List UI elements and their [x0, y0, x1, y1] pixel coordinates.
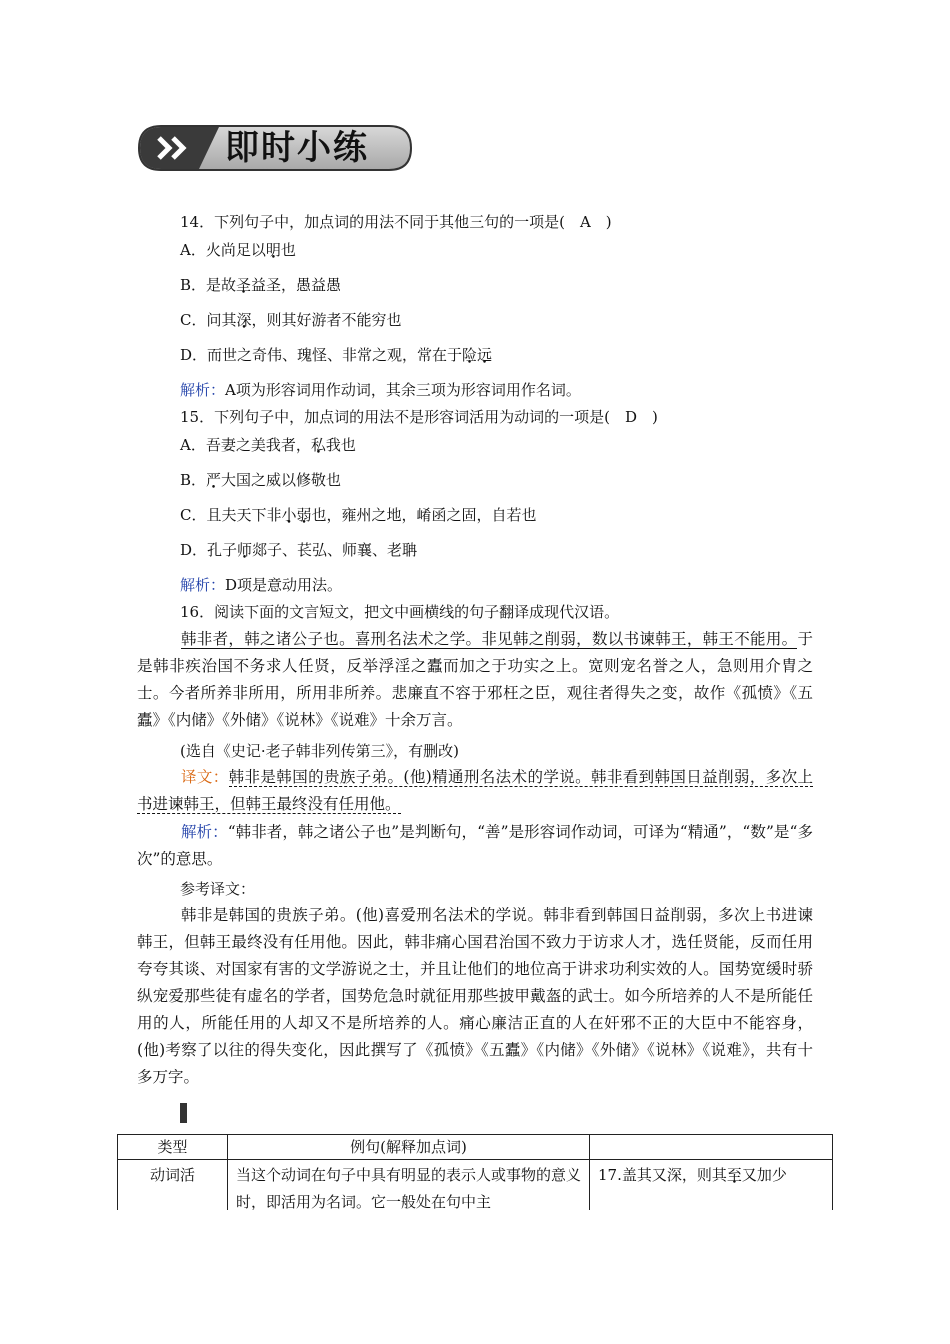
q14-option-d: D．而世之奇伟、瑰怪、非常之观，常在于险远: [180, 346, 493, 364]
q15-option-b: B．严大国之威以修敬也: [180, 471, 342, 489]
table-row: [118, 1160, 833, 1211]
table-cell-desc: 当这个动词在句子中具有明显的表示人或事物的意义时，即活用为名词。它一般处在句中主: [228, 1160, 590, 1211]
q16-passage: 韩非者，韩之诸公子也。喜刑名法术之学。非见韩之削弱，数以书谏韩王，韩王不能用。于是韩非疾治国不务求人任贤，反举浮淫之蠹而加之于功实之上。宽则宠名誉之人，急则用介胄之士。今者所养非所用，所用非所养。悲廉直不容于邪枉之臣，观往者得失之变，故作《孤愤》《五蠹》《内储》《外储》《说林》《说难》十余万言。: [137, 630, 813, 729]
table-cell-type: 动词活: [118, 1160, 228, 1211]
table-cell-example: 17.盖其又深，则其至又加少: [590, 1160, 833, 1211]
q16-ref-label: 参考译文：: [180, 880, 256, 898]
q16-translation: 译文：韩非是韩国的贵族子弟。(他)精通刑名法术的学说。韩非看到韩国日益削弱，多次上书进谏韩王，但韩王最终没有任用他。: [137, 768, 813, 813]
q15-option-a: A．吾妻之美我者，私我也: [180, 436, 356, 454]
banner-title: 即时小练: [225, 128, 369, 168]
table-header-type: 类型: [118, 1135, 228, 1160]
q16-stem: 16．阅读下面的文言短文，把文中画横线的句子翻译成现代汉语。: [180, 603, 620, 621]
q16-source: (选自《史记·老子韩非列传第三》，有删改): [180, 742, 459, 760]
q15-option-c: C．且夫天下非小弱也，雍州之地，崤函之固，自若也: [180, 506, 537, 524]
table-header-row: [118, 1135, 833, 1160]
q14-option-c: C．问其深，则其好游者不能穷也: [180, 311, 402, 329]
q16-analysis: 解析：“韩非者，韩之诸公子也”是判断句，“善”是形容词作动词，可译为“精通”，“数”是“多次”的意思。: [137, 823, 813, 868]
usage-table: [117, 1134, 833, 1210]
q15-analysis: 解析：D项是意动用法。: [180, 576, 343, 594]
table-header-blank: [590, 1135, 833, 1160]
table-header-example: 例句(解释加点词): [228, 1135, 590, 1160]
q14-option-a: A．火尚足以明也: [180, 241, 296, 259]
q14-option-b: B．是故圣益圣，愚益愚: [180, 276, 342, 294]
q14-stem: 14．下列句子中，加点词的用法不同于其他三句的一项是( A ): [180, 213, 612, 231]
q16-ref-text: 韩非是韩国的贵族子弟。(他)喜爱刑名法术的学说。韩非看到韩国日益削弱，多次上书进谏韩王，但韩王最终没有任用他。因此，韩非痛心国君治国不致力于访求人才，选任贤能，反而任用夸夸其谈、对国家有害的文学游说之士，并且让他们的地位高于讲求功利实效的人。国势宽缓时骄纵宠爱那些徒有虚名的学者，国势危急时就征用那些披甲戴盔的武士。如今所培养的人不是所能任用的人，所能任用的人却又不是所培养的人。痛心廉洁正直的人在奸邪不正的大臣中不能容身，(他)考察了以往的得失变化，因此撰写了《孤愤》《五蠹》《内储》《外储》《说林》《说难》，共有十多万字。: [137, 906, 813, 1086]
q15-option-d: D．孔子师郯子、苌弘、师襄、老聃: [180, 541, 418, 559]
q14-analysis: 解析：A项为形容词用作动词，其余三项为形容词用作名词。: [180, 381, 581, 399]
q15-stem: 15．下列句子中，加点词的用法不是形容词活用为动词的一项是( D ): [180, 408, 658, 426]
